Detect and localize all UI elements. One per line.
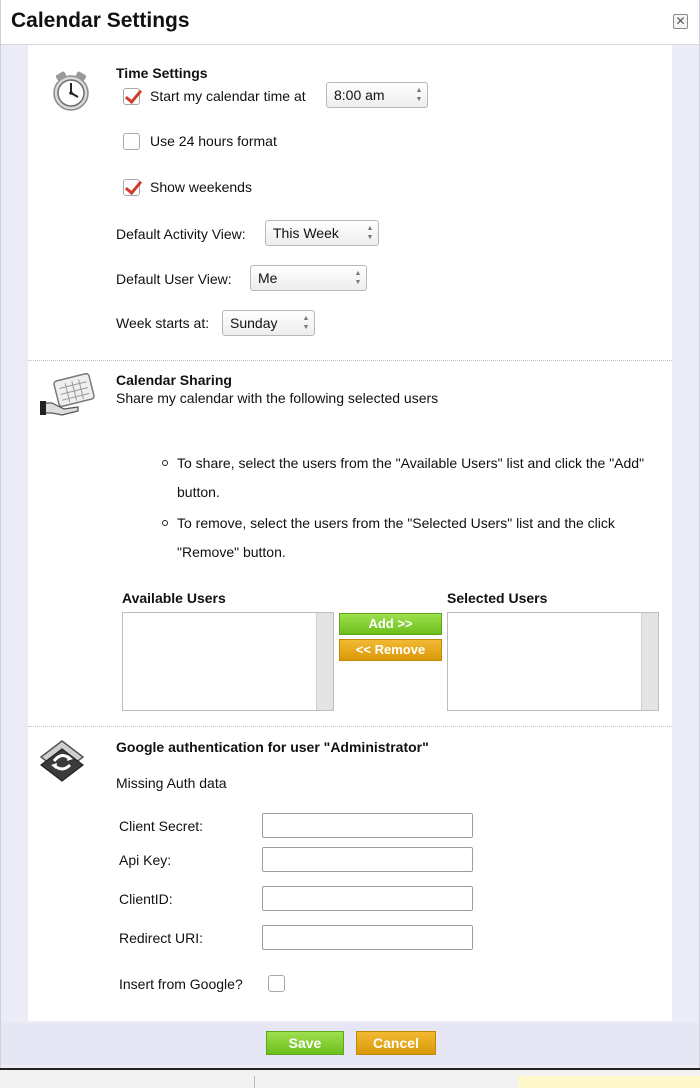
spinner-arrows-icon: ▲ ▼ [415, 87, 423, 103]
google-sync-icon [39, 739, 85, 783]
settings-content [28, 45, 672, 1021]
sharing-instructions [162, 449, 652, 567]
redirect-uri-label: Redirect URI: [119, 930, 204, 946]
start-time-label: Start my calendar time at [150, 88, 306, 104]
instruction-item: To share, select the users from the "Available Users" list and click the "Add" button. [162, 449, 652, 507]
insert-from-google-checkbox[interactable] [268, 975, 285, 992]
section-divider [28, 360, 672, 361]
default-activity-view-select[interactable] [265, 220, 379, 246]
insert-from-google-label: Insert from Google? [119, 976, 243, 992]
dialog-title: Calendar Settings [11, 9, 190, 32]
calendar-sharing-subtitle: Share my calendar with the following selected users [116, 390, 439, 406]
page-bottom-strip [0, 1068, 700, 1088]
week-starts-label: Week starts at: [116, 315, 210, 331]
calendar-share-icon [38, 373, 98, 421]
api-key-label: Api Key: [119, 852, 172, 868]
calendar-sharing-heading: Calendar Sharing [116, 372, 232, 388]
client-secret-label: Client Secret: [119, 818, 204, 834]
start-time-value: 8:00 am [334, 87, 385, 103]
selected-users-scrollbar[interactable] [641, 613, 658, 710]
instruction-item: To remove, select the users from the "Selected Users" list and the click "Remove" button. [162, 509, 652, 567]
selected-users-label: Selected Users [447, 590, 548, 606]
google-auth-heading: Google authentication for user "Administrator" [116, 739, 429, 755]
spinner-arrows-icon: ▲ ▼ [366, 225, 374, 241]
strip-highlight [518, 1076, 700, 1088]
remove-user-button[interactable]: << Remove [339, 639, 442, 661]
strip-divider [254, 1076, 255, 1088]
google-auth-status: Missing Auth data [116, 775, 227, 791]
available-users-scrollbar[interactable] [316, 613, 333, 710]
default-activity-view-value: This Week [273, 225, 339, 241]
default-activity-view-label: Default Activity View: [116, 226, 246, 242]
week-starts-value: Sunday [230, 315, 278, 331]
spinner-arrows-icon: ▲ ▼ [302, 315, 310, 331]
show-weekends-label: Show weekends [150, 179, 252, 195]
week-starts-select[interactable] [222, 310, 315, 336]
spinner-arrows-icon: ▲ ▼ [354, 270, 362, 286]
show-weekends-checkbox[interactable] [123, 179, 140, 196]
client-id-field[interactable] [262, 886, 473, 911]
available-users-label: Available Users [122, 590, 226, 606]
start-time-checkbox[interactable] [123, 88, 140, 105]
section-divider [28, 726, 672, 727]
add-user-button[interactable]: Add >> [339, 613, 442, 635]
dialog-footer [1, 1023, 699, 1065]
start-time-select[interactable] [326, 82, 428, 108]
default-user-view-value: Me [258, 270, 278, 286]
time-settings-heading: Time Settings [116, 65, 208, 81]
clock-icon [50, 69, 92, 113]
client-id-label: ClientID: [119, 891, 173, 907]
available-users-list[interactable] [122, 612, 334, 711]
default-user-view-select[interactable] [250, 265, 367, 291]
use-24h-label: Use 24 hours format [150, 133, 277, 149]
selected-users-list[interactable] [447, 612, 659, 711]
redirect-uri-field[interactable] [262, 925, 473, 950]
api-key-field[interactable] [262, 847, 473, 872]
use-24h-checkbox[interactable] [123, 133, 140, 150]
default-user-view-label: Default User View: [116, 271, 232, 287]
cancel-button[interactable]: Cancel [356, 1031, 436, 1055]
close-icon[interactable]: ✕ [673, 14, 688, 29]
save-button[interactable]: Save [266, 1031, 344, 1055]
dialog-titlebar [1, 0, 699, 45]
client-secret-field[interactable] [262, 813, 473, 838]
